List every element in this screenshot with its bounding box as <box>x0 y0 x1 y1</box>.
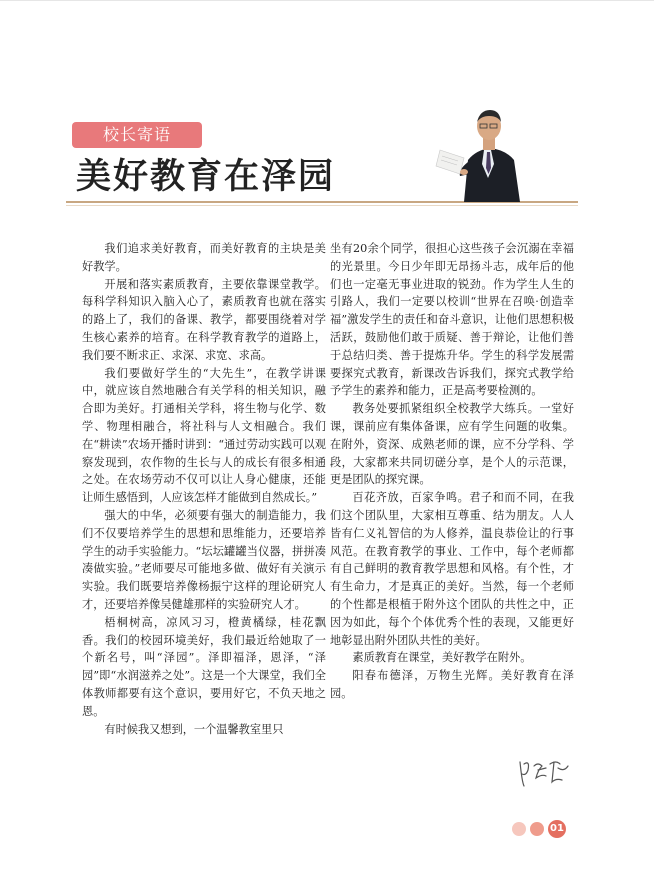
page-title: 美好教育在泽园 <box>76 156 336 197</box>
page-indicator <box>512 820 572 838</box>
paragraph: 坐有20余个同学，很担心这些孩子会沉溺在幸福的光景里。今日少年即无昂扬斗志，成年后的他们也一定毫无事业进取的锐劲。作为学生人生的引路人，我们一定要以校训“世界在召唤·创造幸福”激发学生的责任和奋斗意识，让他们思想积极活跃，鼓励他们敢于质疑、善于辩论，让他们善于总结归类、善于提炼升华。学生的科学发展需要探究式教育，新课改告诉我们，探究式教学给予学生的素养和能力，正是高考要检测的。 <box>330 242 574 398</box>
paragraph: 阳春布德泽，万物生光辉。美好教育在泽园。 <box>330 669 574 700</box>
handwritten-signature <box>516 752 572 792</box>
paragraph: 教务处要抓紧组织全校教学大练兵。一堂好课，课前应有集体备课，应有学生问题的收集。在附外，资深、成熟老师的课，应不分学科、学段，大家都来共同切磋分享，是个人的示范课，更是团队的探究课。 <box>330 402 574 487</box>
paragraph: 开展和落实素质教育，主要依靠课堂教学。每科学科知识入脑入心了，素质教育也就在落实的路上了，我们的备课、教学，都要围绕着对学生核心素养的培育。在科学教育教学的道路上，我们要不断求正、求深、求宽、求高。 <box>82 277 326 362</box>
decor-dot <box>530 822 544 836</box>
paragraph: 强大的中华，必须要有强大的制造能力，我们不仅要培养学生的思想和思维能力，还要培养学生的动手实验能力。“坛坛罐罐当仪器，拼拼凑凑做实验。”老师要尽可能地多做、做好有关演示实验。我们既要培养像杨振宁这样的理论研究人才，还要培养像吴健雄那样的实验研究人才。 <box>82 508 326 611</box>
principal-photo <box>434 98 534 202</box>
section-tag: 校长寄语 <box>72 122 202 148</box>
paragraph: 我们要做好学生的“大先生”，在教学讲课中，就应该自然地融合有关学科的相关知识，融合即为美好。打通相关学科，将生物与化学、数学、物理相融合，将社科与人文相融合。我们在“耕读”农场开播时讲到：“通过劳动实践可以观察发现到，农作物的生长与人的成长有很多相通之处。在农场劳动不仅可以让人身心健康，还能让师生感悟到，人应该怎样才能做到自然成长。” <box>82 366 326 505</box>
paragraph: 梧桐树高，凉风习习，橙黄橘绿，桂花飘香。我们的校园环境美好，我们最近给她取了一个新名号，叫“泽园”。泽即福泽，恩泽，“泽园”即“水润滋养之处”。这是一个大课堂，我们全体教师都要有这个意识，要用好它，不负天地之恩。 <box>82 615 326 718</box>
page-number: 01 <box>548 820 566 838</box>
article-column-right <box>330 240 574 703</box>
article-column-left <box>82 240 326 738</box>
paragraph: 有时候我又想到，一个温馨教室里只 <box>104 722 284 736</box>
decor-dot <box>512 822 526 836</box>
paragraph: 素质教育在课堂，美好教学在附外。 <box>352 651 532 665</box>
paragraph: 我们追求美好教育，而美好教育的主块是美好教学。 <box>82 242 326 273</box>
paragraph: 百花齐放，百家争鸣。君子和而不同，在我们这个团队里，大家相互尊重、结为朋友。人人皆有仁义礼智信的为人修养，温良恭俭让的行事风范。在教育教学的事业、工作中，每个老师都有自己鲜明的教育教学思想和风格。有个性，才有生命力，才是真正的美好。当然，每一个老师的个性都是根植于附外这个团队的共性之中，正因为如此，每个个体优秀个性的表现，又能更好地彰显出附外团队共性的美好。 <box>330 491 574 647</box>
